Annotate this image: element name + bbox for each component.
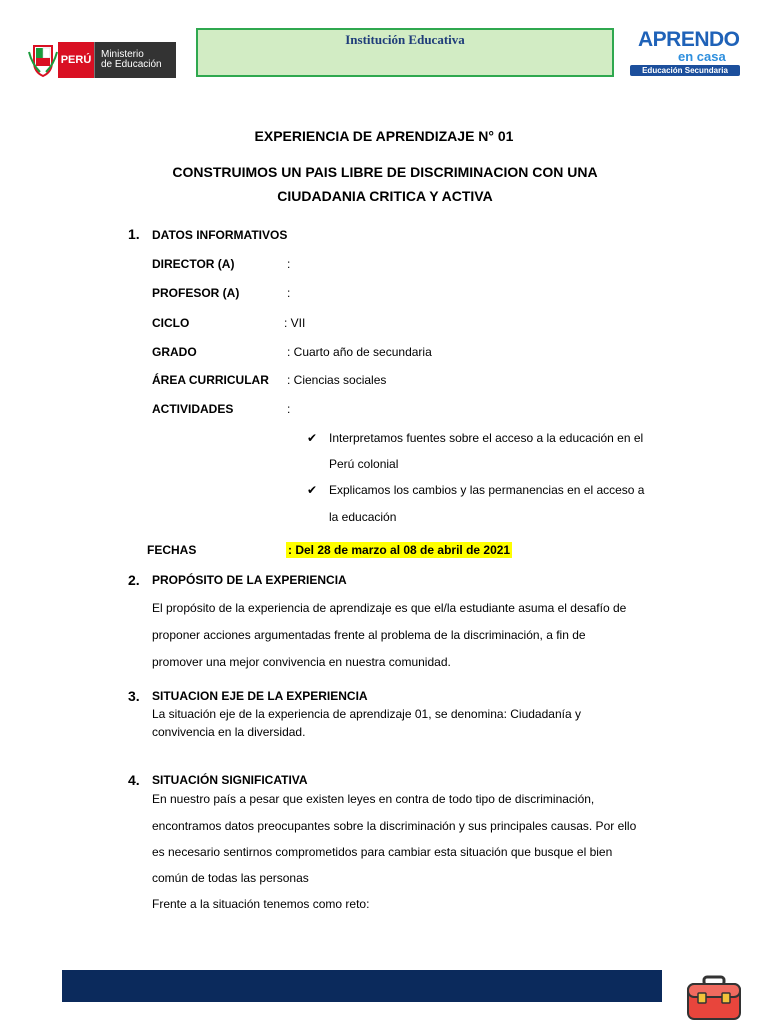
field-value-ciclo: : VII <box>284 316 306 330</box>
section3-title: SITUACION EJE DE LA EXPERIENCIA <box>152 689 368 703</box>
briefcase-icon <box>686 975 742 1021</box>
aprendo-line2: en casa <box>678 49 726 64</box>
field-label-grado: GRADO <box>152 345 197 359</box>
field-label-ciclo: CICLO <box>152 316 190 330</box>
field-label-profesor: PROFESOR (A) <box>152 286 240 300</box>
section2-line3: promover una mejor convivencia en nuestra comunidad. <box>152 655 451 669</box>
field-label-actividades: ACTIVIDADES <box>152 402 234 416</box>
field-label-area: ÁREA CURRICULAR <box>152 373 269 387</box>
section3-number: 3. <box>128 688 140 704</box>
section4-line4: común de todas las personas <box>152 871 309 885</box>
section4-line3: es necesario sentirnos comprometidos para cambiar esta situación que busque el bien <box>152 845 613 859</box>
peru-shield-icon <box>28 42 58 78</box>
document-subtitle: CONSTRUIMOS UN PAIS LIBRE DE DISCRIMINACION CON UNA CIUDADANIA CRITICA Y ACTIVA <box>172 164 598 204</box>
check-icon: ✔ <box>307 431 318 445</box>
section2-line1: El propósito de la experiencia de aprendizaje es que el/la estudiante asuma el desafío de <box>152 601 627 615</box>
aprendo-band: Educación Secundaria <box>630 65 740 76</box>
institution-label: Institución Educativa <box>345 32 465 47</box>
fechas-value: : Del 28 de marzo al 08 de abril de 2021 <box>288 543 511 557</box>
activity1-line1: Interpretamos fuentes sobre el acceso a la educación en el <box>329 431 644 445</box>
field-label-director: DIRECTOR (A) <box>152 257 235 271</box>
section4-line2: encontramos datos preocupantes sobre la discriminación y sus principales causas. Por ello <box>152 819 637 833</box>
field-value-grado: : Cuarto año de secundaria <box>287 345 432 359</box>
aprendo-en-casa-logo <box>630 30 740 82</box>
peru-ministry-logo <box>28 42 176 78</box>
document-title: EXPERIENCIA DE APRENDIZAJE N° 01 <box>254 128 514 144</box>
section2-line2: proponer acciones argumentadas frente al problema de la discriminación, a fin de <box>152 628 586 642</box>
fechas-label: FECHAS <box>147 543 197 557</box>
section4-line1: En nuestro país a pesar que existen leyes en contra de todo tipo de discriminación, <box>152 792 595 806</box>
section2-title: PROPÓSITO DE LA EXPERIENCIA <box>152 573 347 587</box>
activity1-line2: Perú colonial <box>329 457 399 471</box>
institution-box <box>196 28 614 77</box>
ministry-line2: de Educación <box>101 59 162 70</box>
ministry-line1: Ministerio <box>101 49 144 60</box>
aprendo-line1: APRENDO <box>638 28 740 51</box>
field-value-director: : <box>287 257 291 271</box>
field-value-area: : Ciencias sociales <box>287 373 387 387</box>
section1-title: DATOS INFORMATIVOS <box>152 228 288 242</box>
section4-line5: Frente a la situación tenemos como reto: <box>152 897 370 911</box>
field-value-actividades: : <box>287 402 291 416</box>
section3-line2: convivencia en la diversidad. <box>152 725 306 739</box>
section4-title: SITUACIÓN SIGNIFICATIVA <box>152 773 308 787</box>
section1-number: 1. <box>128 226 140 242</box>
activity2-line1: Explicamos los cambios y las permanencias en el acceso a <box>329 483 645 497</box>
field-value-profesor: : <box>287 286 291 300</box>
activity2-line2: la educación <box>329 510 397 524</box>
check-icon: ✔ <box>307 483 318 497</box>
section4-number: 4. <box>128 772 140 788</box>
section2-number: 2. <box>128 572 140 588</box>
peru-label: PERÚ <box>58 42 94 78</box>
footer-bar <box>62 970 662 1002</box>
section3-line1: La situación eje de la experiencia de aprendizaje 01, se denomina: Ciudadanía y <box>152 707 581 721</box>
ministry-label <box>94 42 176 78</box>
